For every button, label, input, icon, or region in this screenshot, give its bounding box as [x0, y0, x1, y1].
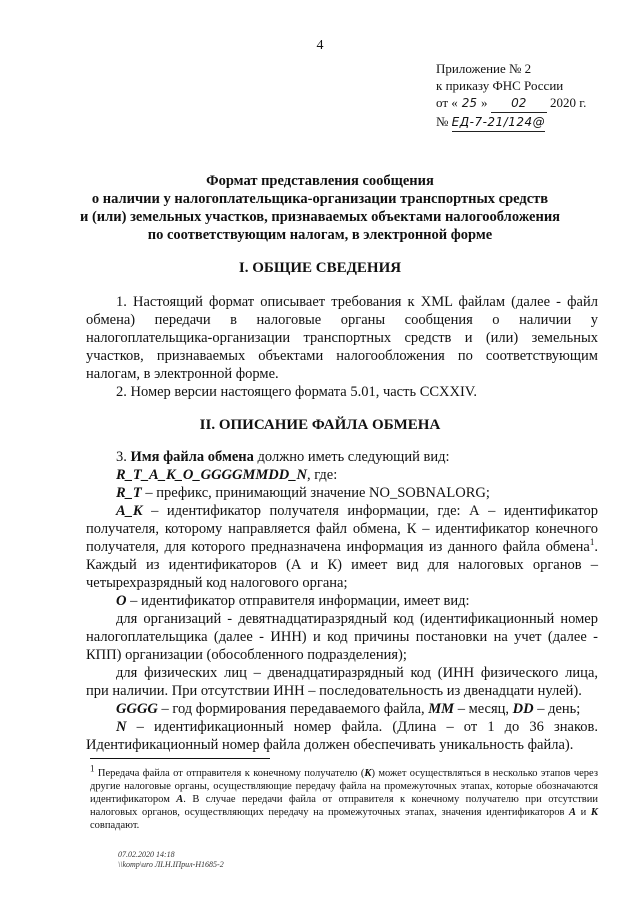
org-definition: для организаций - девятнадцатиразрядный код (идентификационный номер налогоплательщика (далее - ИНН) и код причины постановки на учет (далее - КПП) организации (обособленного подразделения); [86, 611, 598, 663]
section1-heading: I. ОБЩИЕ СВЕДЕНИЯ [238, 260, 402, 276]
date-month: 02 [491, 95, 547, 113]
appendix-line2: к приказу ФНС России [436, 78, 564, 93]
appendix-date [436, 94, 636, 113]
title-line3: и (или) земельных участков, признаваемых объектами налогообложения [79, 209, 561, 225]
footnote-mark: 1 [90, 763, 95, 774]
footnote: $^1$ Передача файла от отправителя к конечному получателю (К) может осуществляться в несколько этапов через другие налоговые органы, осуществляющие передачу файла на промежуточных этапах, которые обозначаются идентификатором А. В случае передачи файла от отправителя к конечному получателю при отсутствии налоговых органов, осуществляющих передачу на промежуточных этапах, значения идентификаторов А и К совпадают. [90, 763, 598, 831]
number-prefix: № [436, 114, 449, 129]
title-line2: о наличии у налогоплательщика-организации транспортных средств [91, 191, 549, 207]
phys-definition: для физических лиц – двенадцатиразрядный код (ИНН физического лица, при наличии. При отсутствии ИНН – последовательность из двенадцати нулей). [86, 665, 598, 699]
number-value: ЕД-7-21/124@ [452, 114, 545, 132]
date-day: 25 [461, 96, 478, 110]
title-line4: по соответствующим налогам, в электронной форме [147, 227, 493, 243]
o-definition: O – идентификатор отправителя информации, имеет вид: [116, 593, 470, 609]
rt-definition: R_T – префикс, принимающий значение NO_SOBNALORG; [116, 485, 490, 501]
document-title [60, 172, 580, 244]
file-name-term: Имя файла обмена [130, 449, 254, 465]
ak-definition: A_K – идентификатор получателя информации, где: А – идентификатор получателя, которому направляется файл обмена, К – идентификатор конечного получателя, для которого предназначена информация из данного файла обмена$^1$. Каждый из идентификаторов (А и К) имеет вид для налоговых органов – четырехразрядный код налогового органа; [86, 503, 598, 591]
file-name-pattern: R_T_A_K_O_GGGGMMDD_N, где: [116, 467, 338, 483]
date-prefix: от « [436, 95, 458, 110]
date-year: 2020 г. [550, 95, 587, 110]
section2-heading: II. ОПИСАНИЕ ФАЙЛА ОБМЕНА [199, 417, 441, 433]
appendix-block [436, 60, 636, 132]
title-line1: Формат представления сообщения [206, 173, 434, 189]
section1-body [86, 293, 598, 401]
section2-body [86, 448, 598, 754]
file-stamp [118, 850, 224, 870]
section1-paragraph1: 1. Настоящий формат описывает требования к XML файлам (далее - файл обмена) передачи в налоговые органы сообщения о наличии у налогоплательщика-организации транспортных средств и (или) земельных участков, признаваемых объектами налогообложения по соответствующим налогам, в электронной форме. [86, 294, 598, 382]
appendix-line1: Приложение № 2 [436, 61, 532, 76]
paragraph3: 3. Имя файла обмена должно иметь следующий вид: [116, 449, 450, 465]
appendix-number [436, 113, 636, 132]
n-definition: N – идентификационный номер файла. (Длина – от 1 до 36 знаков. Идентификационный номер файла должен обеспечивать уникальность файла). [86, 719, 598, 753]
date-mid: » [481, 95, 488, 110]
stamp-line1: 07.02.2020 14:18 [118, 850, 175, 859]
date-definition: GGGG – год формирования передаваемого файла, MM – месяц, DD – день; [116, 701, 581, 717]
stamp-line2: \\komp\uro ЛІ.Н.ІПрил-Н1685-2 [118, 860, 224, 869]
section1-paragraph2: 2. Номер версии настоящего формата 5.01, часть CCXXIV. [116, 384, 478, 400]
page-number: 4 [316, 38, 324, 53]
footnote-ref: 1 [589, 537, 595, 548]
footnote-divider [90, 758, 270, 759]
